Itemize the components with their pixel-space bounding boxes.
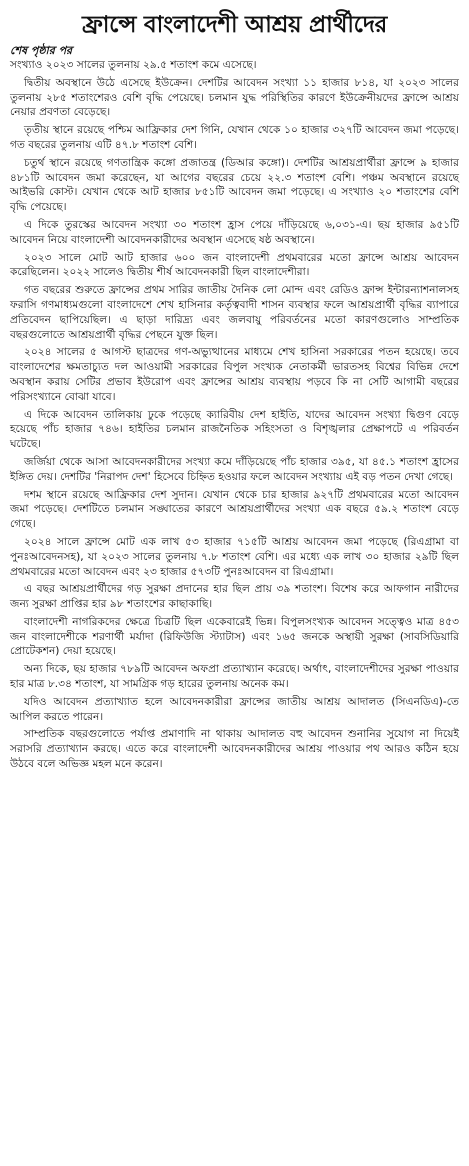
paragraph-1: সংখ্যাও ২০২৩ সালের তুলনায় ২৯.৫ শতাংশ কমে এসেছে।	[10, 59, 257, 71]
article-body	[10, 58, 459, 772]
paragraph-11: দশম স্থানে রয়েছে আফ্রিকার দেশ সুদান। যেখান থেকে চার হাজার ৯২৭টি প্রথমবারের মতো আবেদন জমা পড়েছে। দেশটিতে চলমান সঙ্ঘাতের কারণে আশ্রয়প্রার্থীদের সংখ্যা এক বছরে ৫৯.২ শতাংশ বেড়ে গেছে।	[10, 488, 459, 531]
paragraph-6: ২০২৩ সালে মোট আট হাজার ৬০০ জন বাংলাদেশী প্রথমবারের মতো ফ্রান্সে আশ্রয় আবেদন করেছিলেন। ২০২২ সালেও দ্বিতীয় শীর্ষ আবেদনকারী ছিল বাংলাদেশীরা।	[10, 251, 459, 279]
paragraph-8: ২০২৪ সালের ৫ আগস্ট ছাত্রদের গণ-অভ্যুত্থানের মাধ্যমে শেখ হাসিনা সরকারের পতন হয়েছে। তবে বাংলাদেশের ক্ষমতাচ্যুত দল আওয়ামী সরকারের বিপুল সংখ্যক নেতাকর্মী ভারতসহ বিশ্বের বিভিন্ন দেশে অবস্থান করায় সেটির প্রভাব ইউরোপ এবং ফ্রান্সের আশ্রয় ব্যবস্থায় পড়বে কি না সেটি আগামী বছরের পরিসংখ্যানে বোঝা যাবে।	[10, 346, 459, 403]
paragraph-16: যদিও আবেদন প্রত্যাখ্যাত হলে আবেদনকারীরা ফ্রান্সের জাতীয় আশ্রয় আদালত (সিএনডিএ)-তে আপিল করতে পারেন।	[10, 695, 459, 723]
article-headline: ফ্রান্সে বাংলাদেশী আশ্রয় প্রার্থীদের	[81, 12, 388, 38]
paragraph-15: অন্য দিকে, ছয় হাজার ৭৮৯টি আবেদন অফপ্রা প্রত্যাখ্যান করেছে। অর্থাৎ, বাংলাদেশীদের সুরক্ষা পাওয়ার হার মাত্র ৮.৩৪ শতাংশ, যা সামগ্রিক গড় হারের তুলনায় অনেক কম।	[10, 663, 459, 691]
paragraph-14: বাংলাদেশী নাগরিকদের ক্ষেত্রে চিত্রটি ছিল একেবারেই ভিন্ন। বিপুলসংখ্যক আবেদন সত্ত্বেও মাত্র ৪৫৩ জন বাংলাদেশীকে শরণার্থী মর্যাদা (রিফিউজি স্ট্যাটাস) এবং ১৬৫ জনকে অস্থায়ী সুরক্ষা (সাবসিডিয়ারি প্রোটেকশন) দেয়া হয়েছে।	[10, 615, 459, 658]
paragraph-2: দ্বিতীয় অবস্থানে উঠে এসেছে ইউক্রেন। দেশটির আবেদন সংখ্যা ১১ হাজার ৮১৪, যা ২০২৩ সালের তুলনায় ২৮৫ শতাংশেরও বেশি বৃদ্ধি পেয়েছে। চলমান যুদ্ধ পরিস্থিতির কারণে ইউক্রেনীয়দের ফ্রান্সে আশ্রয় নেয়ার প্রবণতা বেড়েছে।	[10, 76, 459, 119]
continuation-label: শেষ পৃষ্ঠার পর	[10, 44, 73, 57]
paragraph-7: গত বছরের শুরুতে ফ্রান্সের প্রথম সারির জাতীয় দৈনিক লো মোন্দ এবং রেডিও ফ্রান্স ইন্টারন্যাশনালসহ ফরাসি গণমাধ্যমগুলো বাংলাদেশে শেখ হাসিনার কর্তৃত্ববাদী শাসন ব্যবস্থার ফলে আশ্রয়প্রার্থী বৃদ্ধির ব্যাপারে প্রতিবেদন ছাপিয়েছিল। এ ছাড়া দারিদ্র্য এবং জলবায়ু পরিবর্তনের মতো কারণগুলোও সাম্প্রতিক বছরগুলোতে আশ্রয়প্রার্থী বৃদ্ধির পেছনে যুক্ত ছিল।	[10, 284, 459, 341]
paragraph-5: এ দিকে তুরস্কের আবেদন সংখ্যা ৩০ শতাংশ হ্রাস পেয়ে দাঁড়িয়েছে ৬,০৩১-এ। ছয় হাজার ৯৫১টি আবেদন নিয়ে বাংলাদেশী আবেদনকারীদের অবস্থান এসেছে ষষ্ঠ অবস্থানে।	[10, 218, 459, 246]
paragraph-9: এ দিকে আবেদন তালিকায় ঢুকে পড়েছে ক্যারিবীয় দেশ হাইতি, যাদের আবেদন সংখ্যা দ্বিগুণ বেড়ে হয়েছে পাঁচ হাজার ৭৪৬। হাইতির চলমান রাজনৈতিক সহিংসতা ও বিশৃঙ্খলার প্রেক্ষাপটে এ পরিবর্তন ঘটেছে।	[10, 408, 459, 451]
paragraph-3: তৃতীয় স্থানে রয়েছে পশ্চিম আফ্রিকার দেশ গিনি, যেখান থেকে ১০ হাজার ৩২৭টি আবেদন জমা পড়েছে। গত বছরের তুলনায় এটি ৪৭.৮ শতাংশ বেশি।	[10, 124, 459, 151]
paragraph-13: এ বছর আশ্রয়প্রার্থীদের গড় সুরক্ষা প্রদানের হার ছিল প্রায় ৩৯ শতাংশ। বিশেষ করে আফগান নারীদের জন্য সুরক্ষা প্রাপ্তির হার ৯৮ শতাংশের কাছাকাছি।	[10, 583, 459, 611]
paragraph-12: ২০২৪ সালে ফ্রান্সে মোট এক লাখ ৫৩ হাজার ৭১৫টি আশ্রয় আবেদন জমা পড়েছে (রিএগ্রামা বা পুনঃআবেদনসহ), যা ২০২৩ সালের তুলনায় ৭.৮ শতাংশ বেশি। এর মধ্যে এক লাখ ৩০ হাজার ২৯টি ছিল প্রথমবারের মতো আবেদন এবং ২৩ হাজার ৫৭৩টি পুনঃআবেদন বা রিএগ্রামা।	[10, 535, 459, 578]
paragraph-17: সাম্প্রতিক বছরগুলোতে পর্যাপ্ত প্রমাণাদি না থাকায় আদালত বহু আবেদন শুনানির সুযোগ না দিয়েই সরাসরি প্রত্যাখ্যান করছে। এতে করে বাংলাদেশী আবেদনকারীদের আশ্রয় পাওয়ার পথ আরও কঠিন হয়ে উঠবে বলে অভিজ্ঞ মহল মনে করেন।	[10, 728, 459, 771]
paragraph-4: চতুর্থ স্থানে রয়েছে গণতান্ত্রিক কঙ্গো প্রজাতন্ত্র (ডিআর কঙ্গো)। দেশটির আশ্রয়প্রার্থীরা ফ্রান্সে ৯ হাজার ৪৮১টি আবেদন জমা করেছেন, যা আগের বছরের চেয়ে ২২.৩ শতাংশ বেশি। পঞ্চম অবস্থানে রয়েছে আইভরি কোস্ট। যেখান থেকে আট হাজার ৮৫১টি আবেদন জমা পড়েছে। এ সংখ্যাও ২০ শতাংশের বেশি বৃদ্ধি পেয়েছে।	[10, 156, 459, 214]
paragraph-10: জর্জিয়া থেকে আসা আবেদনকারীদের সংখ্যা কমে দাঁড়িয়েছে পাঁচ হাজার ৩৯৫, যা ৪৫.১ শতাংশ হ্রাসের ইঙ্গিত দেয়। দেশটির 'নিরাপদ দেশ' হিসেবে চিহ্নিত হওয়ার ফলে আবেদন সংখ্যায় এই বড় পতন দেখা গেছে।	[10, 455, 459, 483]
